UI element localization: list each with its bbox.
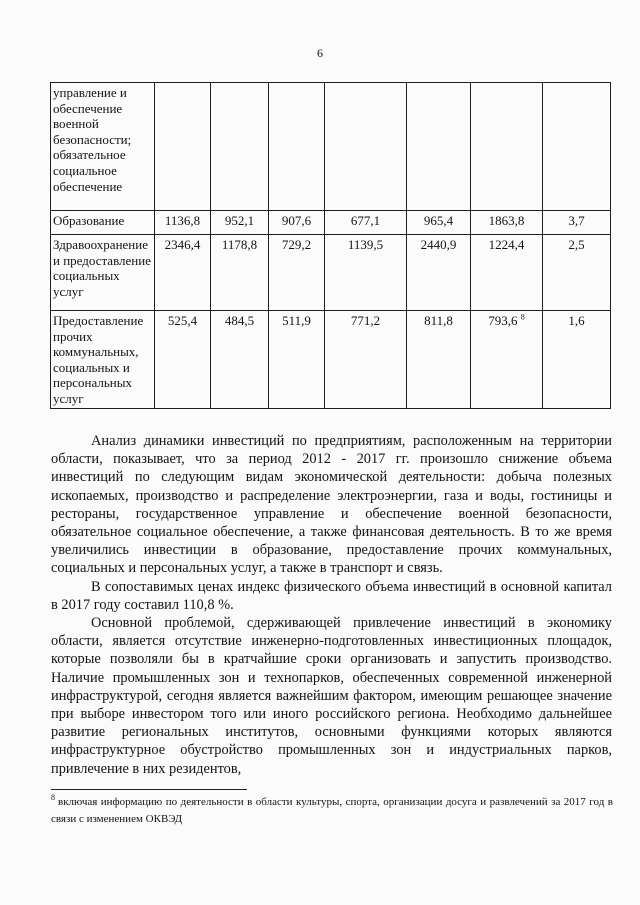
table-row [51,311,611,409]
table-cell [543,311,611,409]
cell-value: 1,6 [568,313,585,328]
cell-value: 3,7 [568,213,585,228]
cell-value: 1178,8 [221,237,258,252]
cell-value: 2346,4 [164,237,201,252]
table-cell [155,83,211,211]
row-label: Здравоохранение и предоставление социальных услуг [51,235,155,311]
table-cell [269,83,325,211]
cell-value: 1224,4 [488,237,525,252]
table-cell [211,211,269,235]
body-text [51,432,612,778]
investment-table [50,82,611,409]
page-number: 6 [317,46,323,60]
cell-value: 729,2 [281,237,312,252]
table-row [51,235,611,311]
cell-value: 811,8 [424,313,453,328]
row-label: управление и обеспечение военной безопасности; обязательное социальное обеспечение [51,83,155,211]
cell-value: 771,2 [350,313,381,328]
table-row [51,211,611,235]
table-cell [155,235,211,311]
table-cell [407,311,471,409]
cell-value: 952,1 [224,213,255,228]
paragraph-index: В сопоставимых ценах индекс физического объема инвестиций в основной капитал в 2017 году составил 110,8 %. [51,578,612,613]
cell-value: 1136,8 [164,213,201,228]
table-cell [155,211,211,235]
footnote-mark: 8 [51,793,55,803]
cell-value: 1863,8 [488,213,525,228]
table-cell [407,211,471,235]
row-label: Предоставление прочих коммунальных, социальных и персональных услуг [51,311,155,409]
cell-value: 677,1 [350,213,381,228]
table-cell [211,83,269,211]
table-cell [211,235,269,311]
table-cell [269,311,325,409]
table-cell [325,311,407,409]
cell-value: 793,6 [488,313,518,328]
table-cell [325,83,407,211]
cell-value: 525,4 [167,313,198,328]
table-row [51,83,611,211]
table-cell [269,211,325,235]
table-cell [543,211,611,235]
table-body [51,83,611,409]
cell-value: 484,5 [224,313,255,328]
footnote-separator [51,789,247,790]
table-cell [407,235,471,311]
table-cell [471,211,543,235]
cell-value: 511,9 [282,313,311,328]
paragraph-problem: Основной проблемой, сдерживающей привлечение инвестиций в экономику области, является отсутствие инженерно-подготовленных инвестиционных площадок, которые позволяли бы в кратчайшие сроки организовать и запустить производство. Наличие промышленных зон и технопарков, обеспеченных современной инженерной инфраструктурой, сегодня является важнейшим фактором, имеющим решающее значение при выборе инвестором того или иного российского региона. Необходимо дальнейшее развитие региональных институтов, основными функциями которых являются инфраструктурное обустройство промышленных зон и индустриальных парков, привлечение в них резидентов, [51,615,612,777]
cell-value: 965,4 [423,213,454,228]
table-cell [543,83,611,211]
cell-value: 2,5 [568,237,585,252]
table-cell [325,235,407,311]
footnote-text: включая информацию по деятельности в области культуры, спорта, организации досуга и развлечений за 2017 год в связи с изменением ОКВЭД [51,796,613,825]
table-cell [269,235,325,311]
cell-value: 907,6 [281,213,312,228]
cell-value: 2440,9 [420,237,457,252]
table-cell [155,311,211,409]
footnote-reference: 8 [520,312,525,322]
row-label: Образование [51,211,155,235]
footnote [51,794,613,828]
paragraph-analysis: Анализ динамики инвестиций по предприятиям, расположенным на территории области, показывает, что за период 2012 - 2017 гг. произошло снижение объема инвестиций по следующим видам экономической деятельности: добыча полезных ископаемых, производство и распределение электроэнергии, газа и воды, гостиницы и рестораны, государственное управление и обеспечение военной безопасности, обязательное социальное обеспечение, а также финансовая деятельность. В то же время увеличились инвестиции в образование, предоставление прочих коммунальных, социальных и персональных услуг, а также в транспорт и связь. [51,433,612,577]
table-cell [211,311,269,409]
table-cell [543,235,611,311]
cell-value: 1139,5 [347,237,384,252]
table-cell [471,311,543,409]
table-cell [325,211,407,235]
table-cell [407,83,471,211]
table-cell [471,235,543,311]
table-cell [471,83,543,211]
